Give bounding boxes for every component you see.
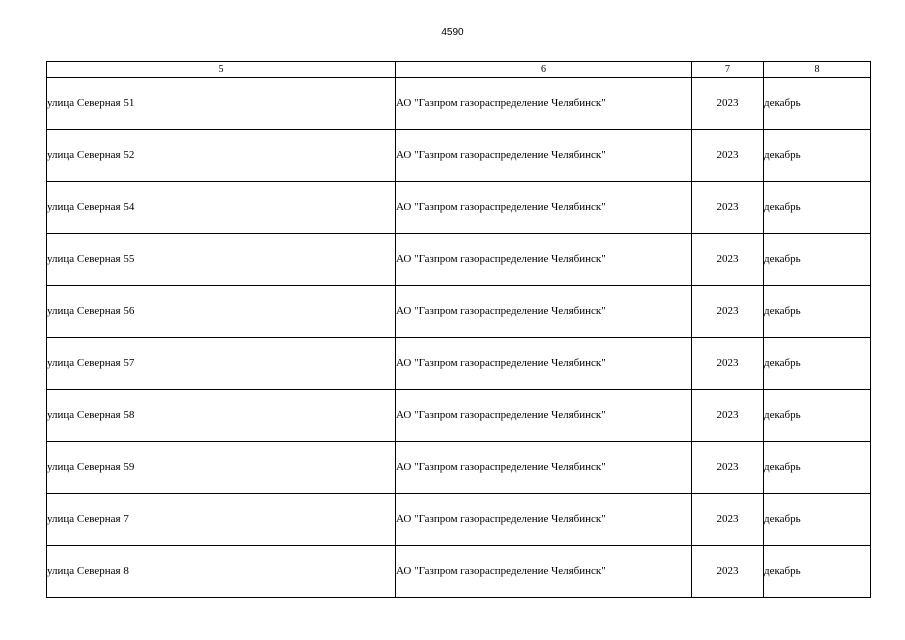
table-row <box>47 286 871 338</box>
address-cell: улица Северная 7 <box>47 494 396 546</box>
month-cell: декабрь <box>764 494 871 546</box>
table-row <box>47 234 871 286</box>
address-cell: улица Северная 56 <box>47 286 396 338</box>
month-cell: декабрь <box>764 390 871 442</box>
table-row <box>47 78 871 130</box>
page-number: 4590 <box>441 27 464 38</box>
column-header-5: 5 <box>47 62 396 78</box>
address-cell: улица Северная 59 <box>47 442 396 494</box>
table-row <box>47 390 871 442</box>
table-row <box>47 546 871 598</box>
year-cell: 2023 <box>692 182 764 234</box>
year-cell: 2023 <box>692 390 764 442</box>
address-cell: улица Северная 57 <box>47 338 396 390</box>
column-header-8: 8 <box>764 62 871 78</box>
month-cell: декабрь <box>764 442 871 494</box>
month-cell: декабрь <box>764 182 871 234</box>
schedule-table <box>46 61 871 598</box>
table-row <box>47 182 871 234</box>
organization-cell: АО "Газпром газораспределение Челябинск" <box>396 390 692 442</box>
organization-cell: АО "Газпром газораспределение Челябинск" <box>396 494 692 546</box>
column-header-7: 7 <box>692 62 764 78</box>
month-cell: декабрь <box>764 546 871 598</box>
organization-cell: АО "Газпром газораспределение Челябинск" <box>396 182 692 234</box>
address-cell: улица Северная 55 <box>47 234 396 286</box>
year-cell: 2023 <box>692 286 764 338</box>
table-row <box>47 130 871 182</box>
year-cell: 2023 <box>692 78 764 130</box>
year-cell: 2023 <box>692 234 764 286</box>
organization-cell: АО "Газпром газораспределение Челябинск" <box>396 338 692 390</box>
organization-cell: АО "Газпром газораспределение Челябинск" <box>396 286 692 338</box>
address-cell: улица Северная 52 <box>47 130 396 182</box>
year-cell: 2023 <box>692 338 764 390</box>
year-cell: 2023 <box>692 494 764 546</box>
table-row <box>47 494 871 546</box>
address-cell: улица Северная 58 <box>47 390 396 442</box>
month-cell: декабрь <box>764 234 871 286</box>
organization-cell: АО "Газпром газораспределение Челябинск" <box>396 130 692 182</box>
address-cell: улица Северная 54 <box>47 182 396 234</box>
column-header-6: 6 <box>396 62 692 78</box>
year-cell: 2023 <box>692 442 764 494</box>
month-cell: декабрь <box>764 78 871 130</box>
year-cell: 2023 <box>692 546 764 598</box>
table-body <box>47 78 871 598</box>
month-cell: декабрь <box>764 130 871 182</box>
table-row <box>47 442 871 494</box>
organization-cell: АО "Газпром газораспределение Челябинск" <box>396 234 692 286</box>
month-cell: декабрь <box>764 286 871 338</box>
table-row <box>47 338 871 390</box>
address-cell: улица Северная 51 <box>47 78 396 130</box>
year-cell: 2023 <box>692 130 764 182</box>
month-cell: декабрь <box>764 338 871 390</box>
table-header <box>47 62 871 78</box>
header-row <box>47 62 871 78</box>
organization-cell: АО "Газпром газораспределение Челябинск" <box>396 546 692 598</box>
organization-cell: АО "Газпром газораспределение Челябинск" <box>396 442 692 494</box>
organization-cell: АО "Газпром газораспределение Челябинск" <box>396 78 692 130</box>
address-cell: улица Северная 8 <box>47 546 396 598</box>
